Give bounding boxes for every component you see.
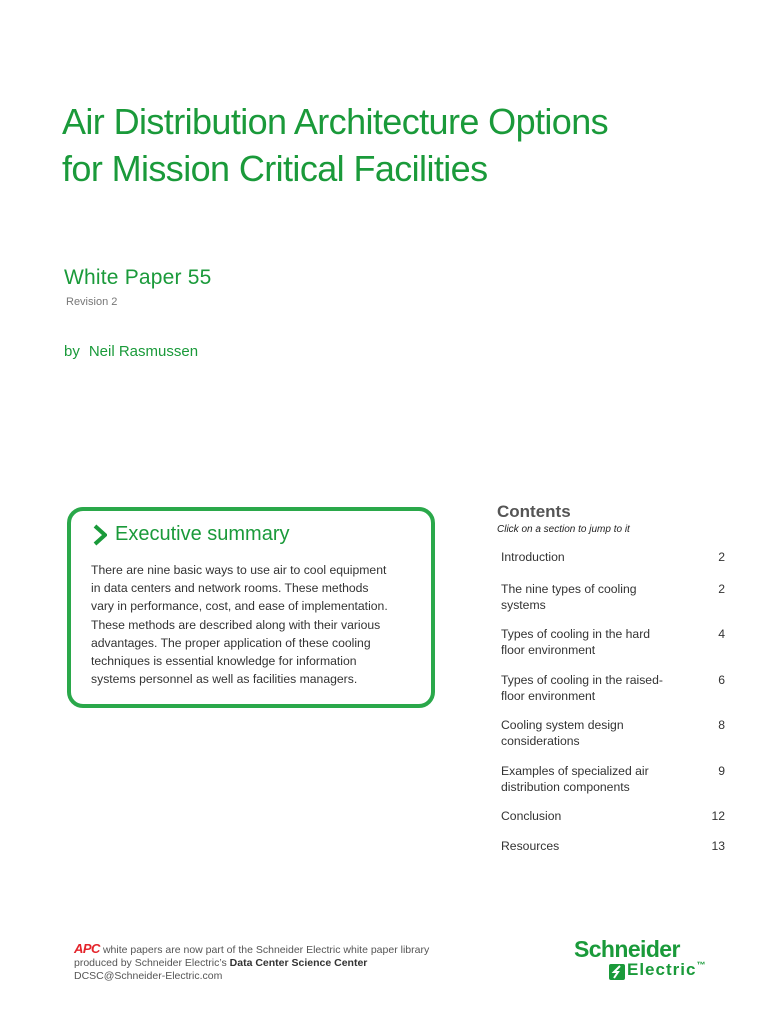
summary-line: systems personnel as well as facilities managers.: [91, 672, 358, 687]
executive-summary-text: [91, 561, 431, 688]
toc-label: considerations: [501, 733, 580, 748]
toc-page: 2: [718, 550, 725, 564]
toc-label: Cooling system design: [501, 718, 624, 732]
schneider-electric-logo: [574, 936, 716, 982]
footer-line-2-prefix: produced by Schneider Electric’s: [74, 957, 227, 969]
logo-wordmark-top: Schneider: [574, 936, 680, 962]
by-label: by: [64, 343, 80, 360]
summary-line: in data centers and network rooms. These methods: [91, 581, 369, 596]
footer-email-link[interactable]: DCSC@Schneider-Electric.com: [74, 970, 223, 982]
document-title: [62, 98, 752, 192]
toc-label: systems: [501, 597, 546, 612]
revision-label: Revision 2: [66, 296, 118, 308]
toc-label: Introduction: [501, 550, 565, 564]
title-line-2: for Mission Critical Facilities: [62, 148, 488, 189]
toc-label: The nine types of cooling: [501, 582, 637, 596]
toc-label: Resources: [501, 839, 560, 853]
toc-label: Types of cooling in the raised-: [501, 673, 663, 687]
life-is-on-icon: [608, 963, 626, 981]
toc-page: 8: [718, 718, 725, 732]
author-line: [64, 343, 198, 360]
executive-summary-header: [93, 523, 290, 546]
contents-subtitle: Click on a section to jump to it: [497, 524, 630, 535]
summary-line: There are nine basic ways to use air to cool equipment: [91, 563, 387, 577]
contents-title: Contents: [497, 502, 571, 521]
toc-label: Examples of specialized air: [501, 764, 649, 778]
toc-page: 12: [711, 809, 725, 823]
toc-label: Conclusion: [501, 809, 562, 823]
summary-line: vary in performance, cost, and ease of implementation.: [91, 599, 388, 614]
toc-page: 4: [718, 627, 725, 641]
footer-note: [74, 942, 429, 983]
toc-page: 13: [711, 839, 725, 853]
footer-dcsc: Data Center Science Center: [229, 957, 368, 969]
executive-summary-heading: Executive summary: [115, 523, 290, 545]
author-name: Neil Rasmussen: [88, 343, 199, 360]
white-paper-number: White Paper 55: [64, 266, 212, 289]
logo-wordmark-bottom: Electric™: [627, 960, 707, 979]
summary-line: These methods are described along with their various: [91, 617, 381, 632]
chevron-right-icon: [93, 524, 107, 546]
summary-line: techniques is essential knowledge for information: [91, 654, 357, 669]
toc-label: distribution components: [501, 779, 630, 794]
trademark: ™: [696, 960, 707, 970]
footer-line-1: white papers are now part of the Schneider Electric white paper library: [102, 944, 430, 956]
toc-page: 2: [718, 582, 725, 596]
toc-label: Types of cooling in the hard: [501, 627, 651, 641]
toc-page: 6: [718, 673, 725, 687]
executive-summary-box: [67, 507, 435, 708]
title-line-1: Air Distribution Architecture Options: [62, 101, 609, 142]
toc-label: floor environment: [501, 642, 596, 657]
summary-line: advantages. The proper application of these cooling: [91, 635, 371, 650]
toc-label: floor environment: [501, 688, 596, 703]
apc-logo: APC: [74, 941, 100, 956]
toc-page: 9: [718, 764, 725, 778]
contents-panel: [497, 502, 725, 853]
